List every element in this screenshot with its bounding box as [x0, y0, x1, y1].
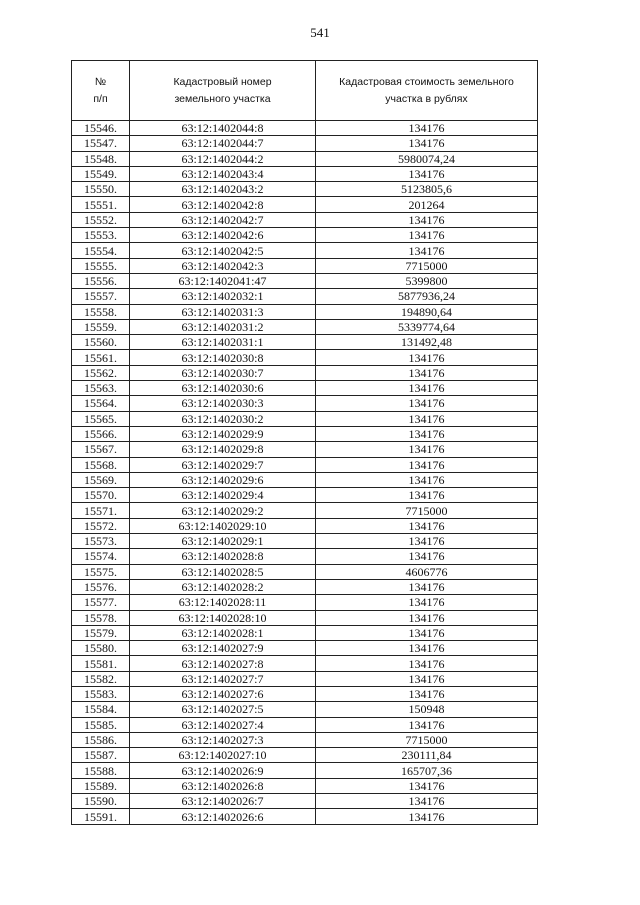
table-row [72, 809, 538, 824]
cell-num: 15546. [72, 121, 130, 136]
cell-cadastral-number: 63:12:1402031:2 [130, 319, 316, 334]
cell-cadastral-value: 134176 [316, 595, 538, 610]
cell-num: 15585. [72, 717, 130, 732]
cell-cadastral-number: 63:12:1402028:8 [130, 549, 316, 564]
cell-num: 15558. [72, 304, 130, 319]
cell-num: 15554. [72, 243, 130, 258]
cell-cadastral-number: 63:12:1402031:1 [130, 335, 316, 350]
cell-cadastral-value: 134176 [316, 121, 538, 136]
table-row [72, 411, 538, 426]
cell-cadastral-number: 63:12:1402030:7 [130, 365, 316, 380]
header-cadastral-value: Кадастровая стоимость земельного участка в рублях [316, 61, 538, 121]
cell-num: 15578. [72, 610, 130, 625]
table-row [72, 258, 538, 273]
cell-num: 15584. [72, 702, 130, 717]
table-row [72, 702, 538, 717]
table-row [72, 182, 538, 197]
cell-num: 15570. [72, 488, 130, 503]
cell-cadastral-value: 5877936,24 [316, 289, 538, 304]
table-header-row [72, 61, 538, 121]
table-row [72, 579, 538, 594]
cell-cadastral-number: 63:12:1402028:11 [130, 595, 316, 610]
cell-cadastral-number: 63:12:1402029:7 [130, 457, 316, 472]
cell-num: 15582. [72, 671, 130, 686]
table-row [72, 778, 538, 793]
cell-cadastral-value: 134176 [316, 396, 538, 411]
cell-num: 15547. [72, 136, 130, 151]
table-row [72, 534, 538, 549]
table-row [72, 319, 538, 334]
cell-num: 15575. [72, 564, 130, 579]
cell-cadastral-value: 7715000 [316, 503, 538, 518]
cell-cadastral-number: 63:12:1402031:3 [130, 304, 316, 319]
cell-cadastral-number: 63:12:1402027:8 [130, 656, 316, 671]
cell-num: 15589. [72, 778, 130, 793]
cell-cadastral-value: 134176 [316, 625, 538, 640]
cell-cadastral-number: 63:12:1402029:10 [130, 518, 316, 533]
cell-cadastral-number: 63:12:1402044:7 [130, 136, 316, 151]
cell-cadastral-value: 134176 [316, 549, 538, 564]
table-row [72, 671, 538, 686]
cell-num: 15568. [72, 457, 130, 472]
cell-cadastral-value: 134176 [316, 488, 538, 503]
table-row [72, 549, 538, 564]
table-row [72, 595, 538, 610]
table-row [72, 794, 538, 809]
cell-num: 15557. [72, 289, 130, 304]
cell-num: 15565. [72, 411, 130, 426]
cell-num: 15569. [72, 472, 130, 487]
cell-cadastral-number: 63:12:1402027:7 [130, 671, 316, 686]
cell-num: 15586. [72, 732, 130, 747]
cell-cadastral-number: 63:12:1402027:10 [130, 748, 316, 763]
cell-cadastral-number: 63:12:1402043:4 [130, 166, 316, 181]
cell-cadastral-value: 230111,84 [316, 748, 538, 763]
cell-cadastral-number: 63:12:1402042:6 [130, 228, 316, 243]
cell-cadastral-value: 165707,36 [316, 763, 538, 778]
cell-cadastral-value: 134176 [316, 426, 538, 441]
cell-cadastral-number: 63:12:1402028:5 [130, 564, 316, 579]
cell-cadastral-value: 134176 [316, 136, 538, 151]
cell-cadastral-value: 134176 [316, 794, 538, 809]
table-row [72, 686, 538, 701]
table-row [72, 748, 538, 763]
cell-cadastral-number: 63:12:1402044:2 [130, 151, 316, 166]
cell-cadastral-value: 5339774,64 [316, 319, 538, 334]
cell-cadastral-value: 134176 [316, 686, 538, 701]
cell-cadastral-number: 63:12:1402028:1 [130, 625, 316, 640]
cell-cadastral-number: 63:12:1402030:8 [130, 350, 316, 365]
cell-cadastral-value: 134176 [316, 809, 538, 824]
cell-num: 15562. [72, 365, 130, 380]
cell-num: 15587. [72, 748, 130, 763]
cell-num: 15555. [72, 258, 130, 273]
cell-cadastral-value: 134176 [316, 381, 538, 396]
cell-cadastral-value: 134176 [316, 518, 538, 533]
cell-cadastral-number: 63:12:1402027:4 [130, 717, 316, 732]
cell-cadastral-number: 63:12:1402044:8 [130, 121, 316, 136]
cell-cadastral-value: 201264 [316, 197, 538, 212]
cell-num: 15549. [72, 166, 130, 181]
cell-cadastral-value: 134176 [316, 442, 538, 457]
cell-cadastral-value: 134176 [316, 610, 538, 625]
cell-num: 15556. [72, 273, 130, 288]
cell-cadastral-number: 63:12:1402028:2 [130, 579, 316, 594]
cell-cadastral-value: 134176 [316, 228, 538, 243]
cell-cadastral-value: 7715000 [316, 258, 538, 273]
cell-cadastral-value: 134176 [316, 243, 538, 258]
cell-cadastral-value: 134176 [316, 656, 538, 671]
cell-cadastral-value: 134176 [316, 671, 538, 686]
cadastral-table [71, 60, 538, 825]
cell-cadastral-value: 134176 [316, 472, 538, 487]
cell-cadastral-value: 134176 [316, 534, 538, 549]
cell-cadastral-number: 63:12:1402042:7 [130, 212, 316, 227]
cell-num: 15591. [72, 809, 130, 824]
table-row [72, 136, 538, 151]
cell-cadastral-value: 134176 [316, 350, 538, 365]
table-row [72, 365, 538, 380]
table-row [72, 610, 538, 625]
cell-cadastral-number: 63:12:1402029:4 [130, 488, 316, 503]
cell-num: 15583. [72, 686, 130, 701]
table-row [72, 273, 538, 288]
table-row [72, 289, 538, 304]
cell-cadastral-number: 63:12:1402030:6 [130, 381, 316, 396]
table-body [72, 121, 538, 825]
table-row [72, 641, 538, 656]
header-num: № п/п [72, 61, 130, 121]
cell-cadastral-number: 63:12:1402027:9 [130, 641, 316, 656]
cell-cadastral-value: 134176 [316, 778, 538, 793]
cell-num: 15561. [72, 350, 130, 365]
cell-num: 15571. [72, 503, 130, 518]
table-row [72, 763, 538, 778]
cell-cadastral-value: 134176 [316, 457, 538, 472]
table-row [72, 243, 538, 258]
table-row [72, 732, 538, 747]
cell-num: 15563. [72, 381, 130, 396]
table-row [72, 472, 538, 487]
cell-cadastral-value: 131492,48 [316, 335, 538, 350]
cell-cadastral-number: 63:12:1402030:2 [130, 411, 316, 426]
cell-cadastral-number: 63:12:1402029:6 [130, 472, 316, 487]
table-row [72, 625, 538, 640]
cell-num: 15590. [72, 794, 130, 809]
cell-cadastral-number: 63:12:1402029:1 [130, 534, 316, 549]
table-row [72, 518, 538, 533]
cell-num: 15548. [72, 151, 130, 166]
cell-num: 15573. [72, 534, 130, 549]
cell-num: 15576. [72, 579, 130, 594]
cell-num: 15550. [72, 182, 130, 197]
table-row [72, 717, 538, 732]
cell-cadastral-number: 63:12:1402026:8 [130, 778, 316, 793]
table-row [72, 426, 538, 441]
table-row [72, 396, 538, 411]
cell-cadastral-number: 63:12:1402028:10 [130, 610, 316, 625]
table-row [72, 304, 538, 319]
cell-num: 15572. [72, 518, 130, 533]
cell-cadastral-number: 63:12:1402026:7 [130, 794, 316, 809]
cell-cadastral-value: 150948 [316, 702, 538, 717]
table-row [72, 457, 538, 472]
cell-cadastral-number: 63:12:1402032:1 [130, 289, 316, 304]
cell-cadastral-number: 63:12:1402026:6 [130, 809, 316, 824]
cell-cadastral-value: 134176 [316, 166, 538, 181]
cell-cadastral-value: 134176 [316, 579, 538, 594]
table-row [72, 212, 538, 227]
table-row [72, 121, 538, 136]
table-row [72, 166, 538, 181]
table-row [72, 335, 538, 350]
table-row [72, 503, 538, 518]
cell-num: 15579. [72, 625, 130, 640]
page-number: 541 [310, 25, 330, 40]
cell-cadastral-value: 134176 [316, 365, 538, 380]
cell-cadastral-number: 63:12:1402029:9 [130, 426, 316, 441]
cell-cadastral-value: 134176 [316, 212, 538, 227]
cell-num: 15560. [72, 335, 130, 350]
header-cadastral-number: Кадастровый номер земельного участка [130, 61, 316, 121]
cell-num: 15580. [72, 641, 130, 656]
cell-cadastral-value: 134176 [316, 411, 538, 426]
cell-num: 15551. [72, 197, 130, 212]
cell-cadastral-number: 63:12:1402029:8 [130, 442, 316, 457]
table-row [72, 350, 538, 365]
cell-num: 15559. [72, 319, 130, 334]
cell-cadastral-value: 4606776 [316, 564, 538, 579]
cell-cadastral-number: 63:12:1402042:8 [130, 197, 316, 212]
cell-cadastral-value: 5980074,24 [316, 151, 538, 166]
cell-cadastral-number: 63:12:1402041:47 [130, 273, 316, 288]
table-row [72, 488, 538, 503]
cell-cadastral-number: 63:12:1402027:3 [130, 732, 316, 747]
cell-num: 15577. [72, 595, 130, 610]
cell-num: 15564. [72, 396, 130, 411]
cell-cadastral-value: 134176 [316, 717, 538, 732]
cell-num: 15588. [72, 763, 130, 778]
cell-cadastral-number: 63:12:1402030:3 [130, 396, 316, 411]
cell-cadastral-value: 5123805,6 [316, 182, 538, 197]
table-row [72, 564, 538, 579]
table-row [72, 442, 538, 457]
table-row [72, 381, 538, 396]
cell-cadastral-number: 63:12:1402027:5 [130, 702, 316, 717]
cell-cadastral-number: 63:12:1402042:5 [130, 243, 316, 258]
cell-num: 15581. [72, 656, 130, 671]
cell-cadastral-value: 5399800 [316, 273, 538, 288]
table-row [72, 656, 538, 671]
cell-num: 15574. [72, 549, 130, 564]
table-row [72, 228, 538, 243]
cell-num: 15566. [72, 426, 130, 441]
cell-num: 15553. [72, 228, 130, 243]
cell-num: 15552. [72, 212, 130, 227]
cell-cadastral-number: 63:12:1402026:9 [130, 763, 316, 778]
cell-cadastral-value: 194890,64 [316, 304, 538, 319]
cell-cadastral-number: 63:12:1402042:3 [130, 258, 316, 273]
cell-cadastral-number: 63:12:1402029:2 [130, 503, 316, 518]
cell-cadastral-number: 63:12:1402043:2 [130, 182, 316, 197]
table-row [72, 151, 538, 166]
cell-cadastral-number: 63:12:1402027:6 [130, 686, 316, 701]
cell-num: 15567. [72, 442, 130, 457]
cell-cadastral-value: 134176 [316, 641, 538, 656]
table-row [72, 197, 538, 212]
cell-cadastral-value: 7715000 [316, 732, 538, 747]
